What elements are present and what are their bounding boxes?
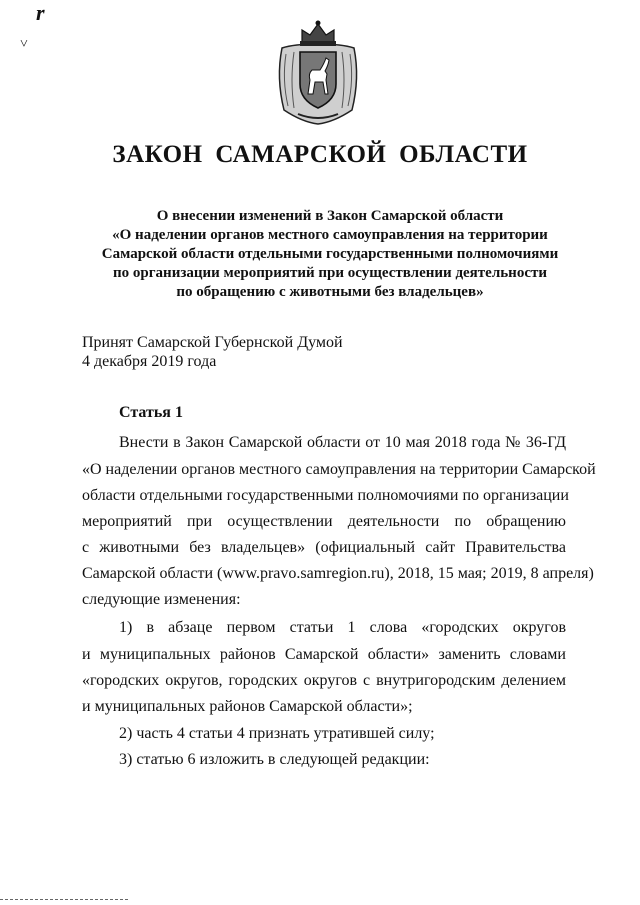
adopted-by: Принят Самарской Губернской Думой: [82, 334, 343, 351]
subtitle-line: по обращению с животными без владельцев»: [176, 284, 484, 300]
article-line: 3) статью 6 изложить в следующей редакции:: [119, 751, 430, 768]
subtitle-line: Самарской области отдельными государственными полномочиями: [101, 246, 559, 262]
article-line: 2) часть 4 статьи 4 признать утратившей силу;: [119, 725, 435, 742]
article-line: «О наделении органов местного самоуправления на территории Самарской: [82, 461, 596, 478]
handwritten-mark: r: [36, 0, 45, 25]
article-line: с животными без владельцев» (официальный сайт Правительства: [82, 539, 566, 556]
adoption-date: 4 декабря 2019 года: [82, 353, 217, 370]
article-line: мероприятий при осуществлении деятельности по обращению: [82, 513, 566, 530]
subtitle-line: «О наделении органов местного самоуправления на территории: [112, 227, 548, 243]
article-line: 1) в абзаце первом статьи 1 слова «городских округов: [119, 619, 566, 636]
subtitle-line: О внесении изменений в Закон Самарской области: [156, 208, 504, 224]
page-footer-rule: [0, 899, 128, 900]
law-title: ЗАКОН САМАРСКОЙ ОБЛАСТИ: [112, 141, 528, 168]
law-subtitle: [40, 207, 620, 302]
subtitle-line: по организации мероприятий при осуществлении деятельности: [113, 265, 547, 281]
article-line: области отдельными государственными полномочиями по организации: [82, 487, 569, 504]
article-line: Самарской области (www.pravo.samregion.ru), 2018, 15 мая; 2019, 8 апреля): [82, 565, 594, 582]
samara-coat-of-arms-icon: [272, 18, 364, 128]
article-line: «городских округов, городских округов с внутригородским делением: [82, 672, 566, 689]
article-line: следующие изменения:: [82, 591, 241, 608]
article-line: Внести в Закон Самарской области от 10 мая 2018 года № 36-ГД: [119, 434, 566, 451]
article-line: и муниципальных районов Самарской области» заменить словами: [82, 646, 566, 663]
article-heading: Статья 1: [119, 404, 183, 421]
adoption-info: [82, 333, 343, 371]
handwritten-tick: ˅: [20, 37, 28, 52]
article-line: и муниципальных районов Самарской области»;: [82, 698, 413, 715]
